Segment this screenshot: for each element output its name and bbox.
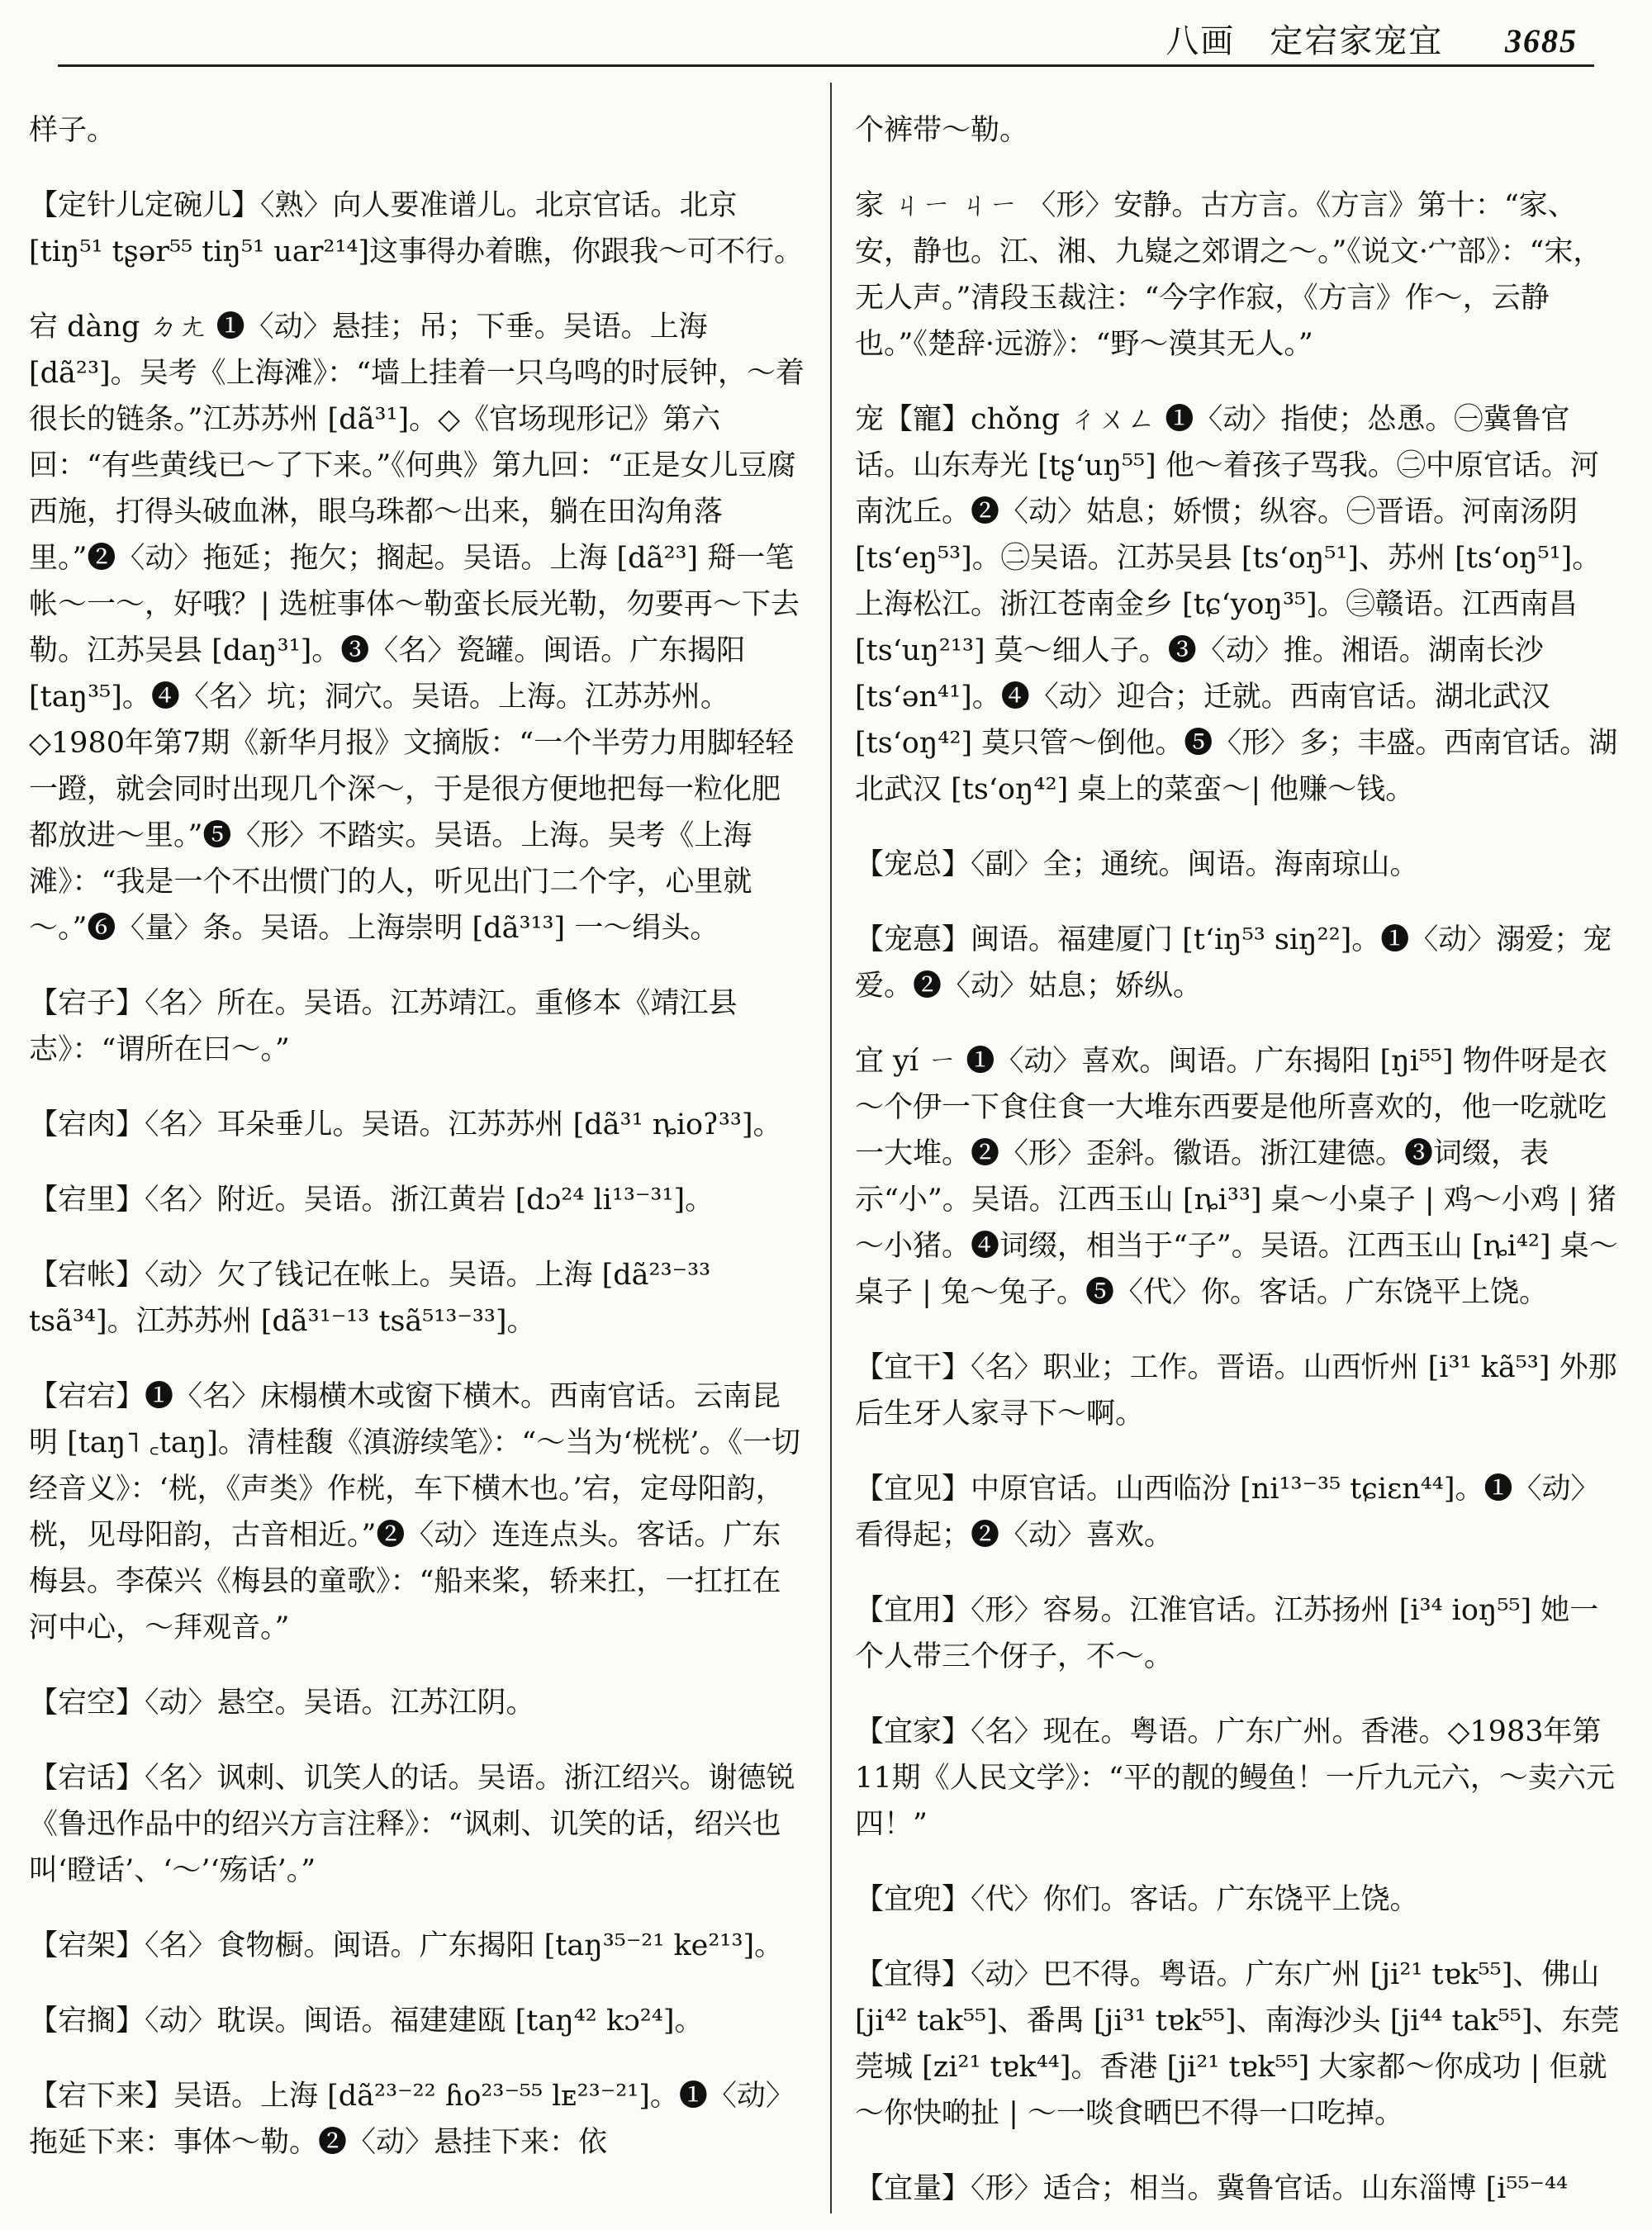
column-rule — [830, 83, 832, 2213]
section-title: 八画 定宕家宠宜 — [1165, 22, 1444, 60]
entry-text: 【宕下来】吴语。上海 [dã²³⁻²² ɦo²³⁻⁵⁵ lᴇ²³⁻²¹]。❶〈动〉拖延下来：事体～勒。❷〈动〉悬挂下来：依 — [29, 2080, 795, 2159]
entry-text: 【宜得】〈动〉巴不得。粤语。广东广州 [ji²¹ tɐk⁵⁵]、佛山 [ji⁴² tak⁵⁵]、番禺 [ji³¹ tɐk⁵⁵]、南海沙头 [ji⁴⁴ tak⁵⁵]、东莞莞城 [zi²¹ tɐk⁴⁴]。香港 [ji²¹ tɐk⁵⁵] 大家都～你成功 | 佢就～你快啲扯 | ～一啖食晒巴不得一口吃掉。 — [855, 1958, 1620, 2130]
entry-text: 【宕帐】〈动〉欠了钱记在帐上。吴语。上海 [dã²³⁻³³ tsã³⁴]。江苏苏州 [dã³¹⁻¹³ tsã⁵¹³⁻³³]。 — [29, 1259, 711, 1338]
entry-text: 【宕宕】❶〈名〉床榻横木或窗下横木。西南官话。云南昆明 [taŋ˥ ꜀taŋ]。清桂馥《滇游续笔》：“～当为‘桄桄’。《一切经音义》：‘桄，《声类》作桄，车下横木也。’宕，定母阳韵，桄，见母阳韵，古音相近。”❷〈动〉连连点头。客话。广东梅县。李葆兴《梅县的童歌》：“船来桨，轿来扛，一扛扛在河中心，～拜观音。” — [29, 1380, 801, 1644]
entry-text: 宜 yí ㄧ ❶〈动〉喜欢。闽语。广东揭阳 [ŋi⁵⁵] 物件呀是衣～个伊一下食住食一大堆东西要是他所喜欢的，他一吃就吃一大堆。❷〈形〉歪斜。徽语。浙江建德。❸词缀，表示“小”。吴语。江西玉山 [ȵi³³] 桌～小桌子 | 鸡～小鸡 | 猪～小猪。❹词缀，相当于“子”。吴语。江西玉山 [ȵi⁴²] 桌～桌子 | 兔～兔子。❺〈代〉你。客话。广东饶平上饶。 — [855, 1045, 1618, 1309]
entry-text: 【定针儿定碗儿】〈熟〉向人要准谱儿。北京官话。北京 [tiŋ⁵¹ tʂər⁵⁵ tiŋ⁵¹ uar²¹⁴]这事得办着瞧，你跟我～可不行。 — [29, 189, 804, 268]
entry-text: 样子。 — [29, 114, 116, 147]
entry-text: 宠【寵】chǒng ㄔㄨㄥ ❶〈动〉指使；怂恿。㊀冀鲁官话。山东寿光 [tʂ‘uŋ⁵⁵] 他～着孩子骂我。㊁中原官话。河南沈丘。❷〈动〉姑息；娇惯；纵容。㊀晋语。河南汤阴 [ts‘eŋ⁵³]。㊁吴语。江苏吴县 [ts‘oŋ⁵¹]、苏州 [ts‘oŋ⁵¹]。上海松江。浙江苍南金乡 [tɕ‘yoŋ³⁵]。㊂赣语。江西南昌 [ts‘uŋ²¹³] 莫～细人子。❸〈动〉推。湘语。湖南长沙 [ts‘ən⁴¹]。❹〈动〉迎合；迁就。西南官话。湖北武汉 [ts‘oŋ⁴²] 莫只管～倒他。❺〈形〉多；丰盛。西南官话。湖北武汉 [ts‘oŋ⁴²] 桌上的菜蛮～| 他赚～钱。 — [855, 403, 1618, 806]
entry-text: 宕 dàng ㄉㄤ ❶〈动〉悬挂；吊；下垂。吴语。上海[dã²³]。吴考《上海滩》：“墙上挂着一只乌鸣的时辰钟，～着很长的链条。”江苏苏州 [dã³¹]。◇《官场现形记》第六回：“有些黄线已～了下来。”《何典》第九回：“正是女儿豆腐西施，打得头破血淋，眼乌珠都～出来，躺在田沟角落里。”❷〈动〉拖延；拖欠；搁起。吴语。上海 [dã²³] 搿一笔帐～一～，好哦？| 选桩事体～勒蛮长辰光勒，勿要再～下去勒。江苏吴县 [daŋ³¹]。❸〈名〉瓷罐。闽语。广东揭阳 [taŋ³⁵]。❹〈名〉坑；洞穴。吴语。上海。江苏苏州。◇1980年第7期《新华月报》文摘版：“一个半劳力用脚轻轻一蹬，就会同时出现几个深～，于是很方便地把每一粒化肥都放进～里。”❺〈形〉不踏实。吴语。上海。吴考《上海滩》：“我是一个不出惯门的人，听见出门二个字，心里就～。”❻〈量〉条。吴语。上海崇明 [dã³¹³] 一～绢头。 — [29, 311, 805, 945]
entry-text: 【宜量】〈形〉适合；相当。冀鲁官话。山东淄博 [i⁵⁵⁻⁴⁴ — [855, 2172, 1569, 2205]
entry-text: 【宠惪】闽语。福建厦门 [t‘iŋ⁵³ siŋ²²]。❶〈动〉溺爱；宠爱。❷〈动〉姑息；娇纵。 — [855, 923, 1612, 1003]
left-column — [29, 78, 805, 2171]
entry-text: 【宕话】〈名〉讽刺、讥笑人的话。吴语。浙江绍兴。谢德锐《鲁迅作品中的绍兴方言注释》：“讽刺、讥笑的话，绍兴也叫‘瞪话’、‘～’‘殇话’。” — [29, 1762, 795, 1887]
page-number: 3685 — [1505, 22, 1578, 59]
entry-text: 【宜干】〈名〉职业；工作。晋语。山西忻州 [i³¹ kã⁵³] 外那后生牙人家寻下～啊。 — [855, 1351, 1617, 1431]
entry-text: 家 ㄐㄧ ㄐㄧ 〈形〉安静。古方言。《方言》第十：“家、安，静也。江、湘、九嶷之郊谓之～。”《说文·宀部》：“宋，无人声。”清段玉裁注：“今字作寂，《方言》作～，云静也。”《楚辞·远游》：“野～漠其无人。” — [855, 189, 1602, 361]
header-rule — [58, 64, 1594, 67]
entry-text: 【宠总】〈副〉全；通统。闽语。海南琼山。 — [855, 848, 1419, 881]
entry-text: 【宜用】〈形〉容易。江淮官话。江苏扬州 [i³⁴ ioŋ⁵⁵] 她一个人带三个伢子，不～。 — [855, 1594, 1599, 1673]
entry-text: 【宕子】〈名〉所在。吴语。江苏靖江。重修本《靖江县志》：“谓所在曰～。” — [29, 987, 738, 1066]
entry-text: 【宕搁】〈动〉耽误。闽语。福建建瓯 [taŋ⁴² kɔ²⁴]。 — [29, 2005, 704, 2038]
running-header — [1165, 15, 1578, 62]
entry-text: 【宜家】〈名〉现在。粤语。广东广州。香港。◇1983年第11期《人民文学》：“平的靓的鳗鱼！一斤九元六，～卖六元四！” — [855, 1715, 1615, 1841]
entry-text: 【宕架】〈名〉食物橱。闽语。广东揭阳 [taŋ³⁵⁻²¹ ke²¹³]。 — [29, 1929, 784, 1962]
entry-text: 个裤带～勒。 — [855, 114, 1029, 147]
entry-text: 【宕肉】〈名〉耳朵垂儿。吴语。江苏苏州 [dã³¹ ȵioʔ³³]。 — [29, 1108, 782, 1141]
entry-text: 【宜兜】〈代〉你们。客话。广东饶平上饶。 — [855, 1883, 1419, 1916]
entry-text: 【宜见】中原官话。山西临汾 [ni¹³⁻³⁵ tɕiɛn⁴⁴]。❶〈动〉看得起；❷〈动〉喜欢。 — [855, 1473, 1600, 1552]
right-column — [855, 78, 1627, 2217]
entry-text: 【宕里】〈名〉附近。吴语。浙江黄岩 [dɔ²⁴ li¹³⁻³¹]。 — [29, 1184, 714, 1217]
entry-text: 【宕空】〈动〉悬空。吴语。江苏江阴。 — [29, 1687, 535, 1720]
